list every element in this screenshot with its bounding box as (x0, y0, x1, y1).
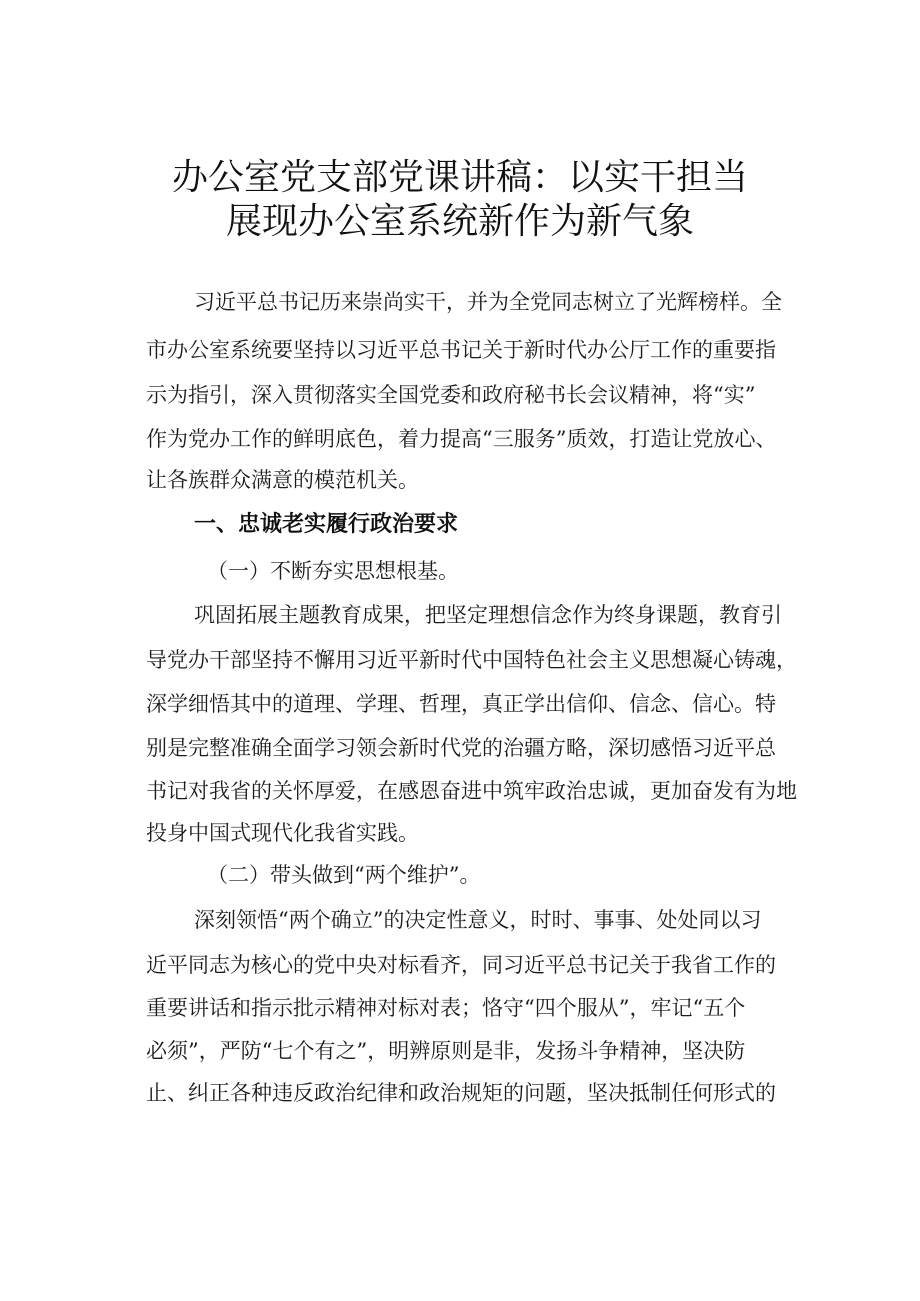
body-line: 别是完整准确全面学习领会新时代党的治疆方略，深切感悟习近平总 (146, 736, 776, 760)
body-line: 投身中国式现代化我省实践。 (146, 821, 419, 845)
body-line: 深刻领悟“两个确立”的决定性意义，时时、事事、处处同以习 (194, 908, 762, 932)
body-line: 近平同志为核心的党中央对标看齐，同习近平总书记关于我省工作的 (146, 953, 776, 977)
section-heading: 一、忠诚老实履行政治要求 (194, 512, 459, 537)
intro-line: 习近平总书记历来崇尚实干，并为全党同志树立了光辉榜样。全 (194, 290, 782, 314)
intro-line: 示为指引，深入贯彻落实全国党委和政府秘书长会议精神，将“实” (146, 383, 756, 407)
intro-line: 让各族群众满意的模范机关。 (146, 468, 419, 492)
body-line: 深学细悟其中的道理、学理、哲理，真正学出信仰、信念、信心。特 (146, 692, 776, 716)
intro-line: 市办公室系统要坚持以习近平总书记关于新时代办公厅工作的重要指 (146, 338, 776, 362)
document-title-line-2: 展现办公室系统新作为新气象 (225, 201, 694, 242)
body-line: 止、纠正各种违反政治纪律和政治规矩的问题，坚决抵制任何形式的 (146, 1081, 776, 1105)
intro-line: 作为党办工作的鲜明底色，着力提高“三服务”质效，打造让党放心、 (146, 427, 777, 451)
subsection-heading: （一）不断夯实思想根基。 (207, 559, 459, 583)
body-line: 重要讲话和指示批示精神对标对表；恪守“四个服从”，牢记“五个 (146, 996, 746, 1020)
body-line: 必须”，严防“七个有之”，明辨原则是非，发扬斗争精神，坚决防 (146, 1039, 746, 1063)
subsection-heading: （二）带头做到“两个维护”。 (207, 863, 481, 887)
body-line: 巩固拓展主题教育成果，把坚定理想信念作为终身课题，教育引 (194, 603, 782, 627)
body-line: 书记对我省的关怀厚爱，在感恩奋进中筑牢政治忠诚，更加奋发有为地 (146, 779, 797, 803)
document-title-line-1: 办公室党支部党课讲稿：以实干担当 (171, 157, 748, 198)
body-line: 导党办干部坚持不懈用习近平新时代中国特色社会主义思想凝心铸魂， (146, 648, 797, 672)
